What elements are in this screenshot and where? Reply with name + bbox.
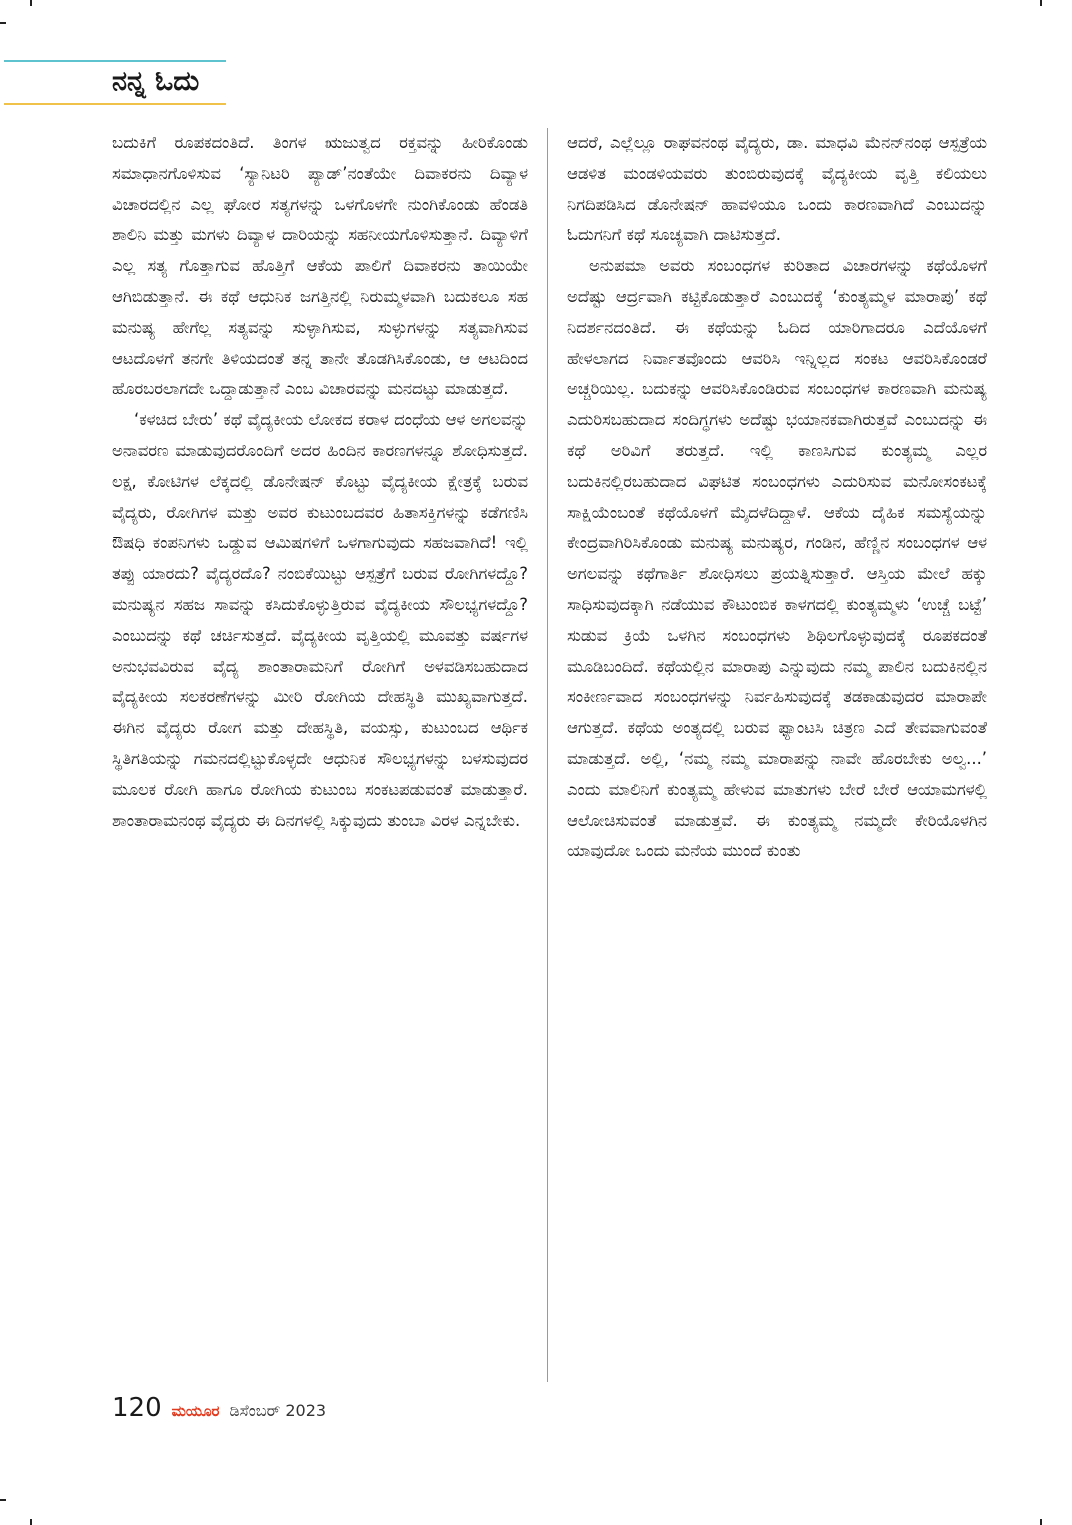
crop-mark <box>0 22 6 24</box>
issue-date: ಡಿಸೆಂಬರ್ 2023 <box>229 1401 327 1420</box>
section-title: ನನ್ನ ಓದು <box>112 66 200 97</box>
paragraph: ಆದರೆ, ಎಲ್ಲೆಲ್ಲೂ ರಾಘವನಂಥ ವೈದ್ಯರು, ಡಾ. ಮಾಧವಿ ಮೆನನ್‌ನಂಥ ಆಸ್ಪತ್ರೆಯ ಆಡಳಿತ ಮಂಡಳಿಯವರು ತುಂಬಿರುವುದಕ್ಕೆ ವೈದ್ಯಕೀಯ ವೃತ್ತಿ ಕಲಿಯಲು ನಿಗದಿಪಡಿಸಿದ ಡೊನೇಷನ್ ಹಾವಳಿಯೂ ಒಂದು ಕಾರಣವಾಗಿದೆ ಎಂಬುದನ್ನು ಓದುಗನಿಗೆ ಕಥೆ ಸೂಚ್ಯವಾಗಿ ದಾಟಿಸುತ್ತದೆ. <box>567 133 987 245</box>
paragraph: ಬದುಕಿಗೆ ರೂಪಕದಂತಿದೆ. ತಿಂಗಳ ಋಜುತ್ವದ ರಕ್ತವನ್ನು ಹೀರಿಕೊಂಡು ಸಮಾಧಾನಗೊಳಿಸುವ ‘ಸ್ಯಾನಿಟರಿ ಪ್ಯಾಡ್’ನಂತೆಯೇ ದಿವಾಕರನು ದಿವ್ಯಾಳ ವಿಚಾರದಲ್ಲಿನ ಎಲ್ಲ ಘೋರ ಸತ್ಯಗಳನ್ನು ಒಳಗೊಳಗೇ ನುಂಗಿಕೊಂಡು ಹೆಂಡತಿ ಶಾಲಿನಿ ಮತ್ತು ಮಗಳು ದಿವ್ಯಾಳ ದಾರಿಯನ್ನು ಸಹನೀಯಗೊಳಿಸುತ್ತಾನೆ. ದಿವ್ಯಾಳಿಗೆ ಎಲ್ಲ ಸತ್ಯ ಗೊತ್ತಾಗುವ ಹೊತ್ತಿಗೆ ಆಕೆಯ ಪಾಲಿಗೆ ದಿವಾಕರನು ತಾಯಿಯೇ ಆಗಿಬಿಡುತ್ತಾನೆ. ಈ ಕಥೆ ಆಧುನಿಕ ಜಗತ್ತಿನಲ್ಲಿ ನಿರುಮ್ಮಳವಾಗಿ ಬದುಕಲೂ ಸಹ ಮನುಷ್ಯ ಹೇಗೆಲ್ಲ ಸತ್ಯವನ್ನು ಸುಳ್ಳಾಗಿಸುವ, ಸುಳ್ಳುಗಳನ್ನು ಸತ್ಯವಾಗಿಸುವ ಆಟದೊಳಗೆ ತನಗೇ ತಿಳಿಯದಂತೆ ತನ್ನ ತಾನೇ ತೊಡಗಿಸಿಕೊಂಡು, ಆ ಆಟದಿಂದ ಹೊರಬರಲಾಗದೇ ಒದ್ದಾಡುತ್ತಾನೆ ಎಂಬ ವಿಚಾರವನ್ನು ಮನದಟ್ಟು ಮಾಡುತ್ತದೆ. <box>112 133 528 399</box>
magazine-logo: ಮಯೂರ <box>171 1402 220 1420</box>
crop-mark <box>30 0 32 6</box>
page-footer <box>112 1393 326 1423</box>
page-number: 120 <box>112 1393 162 1423</box>
article-column-right <box>567 128 987 867</box>
crop-mark <box>1040 1519 1042 1525</box>
header-rule-top <box>4 60 226 62</box>
paragraph: ‘ಕಳಚಿದ ಬೇರು’ ಕಥೆ ವೈದ್ಯಕೀಯ ಲೋಕದ ಕರಾಳ ದಂಧೆಯ ಆಳ ಅಗಲವನ್ನು ಅನಾವರಣ ಮಾಡುವುದರೊಂದಿಗೆ ಅದರ ಹಿಂದಿನ ಕಾರಣಗಳನ್ನೂ ಶೋಧಿಸುತ್ತದೆ. ಲಕ್ಷ, ಕೋಟಿಗಳ ಲೆಕ್ಕದಲ್ಲಿ ಡೊನೇಷನ್ ಕೊಟ್ಟು ವೈದ್ಯಕೀಯ ಕ್ಷೇತ್ರಕ್ಕೆ ಬರುವ ವೈದ್ಯರು, ರೋಗಿಗಳ ಮತ್ತು ಅವರ ಕುಟುಂಬದವರ ಹಿತಾಸಕ್ತಿಗಳನ್ನು ಕಡೆಗಣಿಸಿ ಔಷಧಿ ಕಂಪನಿಗಳು ಒಡ್ಡುವ ಆಮಿಷಗಳಿಗೆ ಒಳಗಾಗುವುದು ಸಹಜವಾಗಿದೆ! ಇಲ್ಲಿ ತಪ್ಪು ಯಾರದು? ವೈದ್ಯರದೊ? ನಂಬಿಕೆಯಿಟ್ಟು ಆಸ್ಪತ್ರೆಗೆ ಬರುವ ರೋಗಿಗಳದ್ದೊ? ಮನುಷ್ಯನ ಸಹಜ ಸಾವನ್ನು ಕಸಿದುಕೊಳ್ಳುತ್ತಿರುವ ವೈದ್ಯಕೀಯ ಸೌಲಭ್ಯಗಳದ್ದೊ? ಎಂಬುದನ್ನು ಕಥೆ ಚರ್ಚಿಸುತ್ತದೆ. ವೈದ್ಯಕೀಯ ವೃತ್ತಿಯಲ್ಲಿ ಮೂವತ್ತು ವರ್ಷಗಳ ಅನುಭವವಿರುವ ವೈದ್ಯ ಶಾಂತಾರಾಮನಿಗೆ ರೋಗಿಗೆ ಅಳವಡಿಸಬಹುದಾದ ವೈದ್ಯಕೀಯ ಸಲಕರಣೆಗಳನ್ನು ಮೀರಿ ರೋಗಿಯ ದೇಹಸ್ಥಿತಿ ಮುಖ್ಯವಾಗುತ್ತದೆ. ಈಗಿನ ವೈದ್ಯರು ರೋಗ ಮತ್ತು ದೇಹಸ್ಥಿತಿ, ವಯಸ್ಸು, ಕುಟುಂಬದ ಆರ್ಥಿಕ ಸ್ಥಿತಿಗತಿಯನ್ನು ಗಮನದಲ್ಲಿಟ್ಟುಕೊಳ್ಳದೇ ಆಧುನಿಕ ಸೌಲಭ್ಯಗಳನ್ನು ಬಳಸುವುದರ ಮೂಲಕ ರೋಗಿ ಹಾಗೂ ರೋಗಿಯ ಕುಟುಂಬ ಸಂಕಟಪಡುವಂತೆ ಮಾಡುತ್ತಾರೆ. ಶಾಂತಾರಾಮನಂಥ ವೈದ್ಯರು ಈ ದಿನಗಳಲ್ಲಿ ಸಿಕ್ಕುವುದು ತುಂಬಾ ವಿರಳ ಎನ್ನಬೇಕು. <box>112 410 528 830</box>
crop-mark <box>0 1499 6 1501</box>
column-divider <box>547 128 548 1382</box>
crop-mark <box>1040 0 1042 6</box>
crop-mark <box>30 1519 32 1525</box>
article-column-left <box>112 128 528 836</box>
paragraph: ಅನುಪಮಾ ಅವರು ಸಂಬಂಧಗಳ ಕುರಿತಾದ ವಿಚಾರಗಳನ್ನು ಕಥೆಯೊಳಗೆ ಅದೆಷ್ಟು ಆರ್ದ್ರವಾಗಿ ಕಟ್ಟಿಕೊಡುತ್ತಾರೆ ಎಂಬುದಕ್ಕೆ ‘ಕುಂತ್ಯಮ್ಮಳ ಮಾರಾಪು’ ಕಥೆ ನಿದರ್ಶನದಂತಿದೆ. ಈ ಕಥೆಯನ್ನು ಓದಿದ ಯಾರಿಗಾದರೂ ಎದೆಯೊಳಗೆ ಹೇಳಲಾಗದ ನಿರ್ವಾತವೊಂದು ಆವರಿಸಿ ಇನ್ನಿಲ್ಲದ ಸಂಕಟ ಆವರಿಸಿಕೊಂಡರೆ ಅಚ್ಚರಿಯಿಲ್ಲ. ಬದುಕನ್ನು ಆವರಿಸಿಕೊಂಡಿರುವ ಸಂಬಂಧಗಳ ಕಾರಣವಾಗಿ ಮನುಷ್ಯ ಎದುರಿಸಬಹುದಾದ ಸಂದಿಗ್ಧಗಳು ಅದೆಷ್ಟು ಭಯಾನಕವಾಗಿರುತ್ತವೆ ಎಂಬುದನ್ನು ಈ ಕಥೆ ಅರಿವಿಗೆ ತರುತ್ತದೆ. ಇಲ್ಲಿ ಕಾಣಸಿಗುವ ಕುಂತ್ಯಮ್ಮ ಎಲ್ಲರ ಬದುಕಿನಲ್ಲಿರಬಹುದಾದ ವಿಘಟಿತ ಸಂಬಂಧಗಳು ಎದುರಿಸುವ ಮನೋಸಂಕಟಕ್ಕೆ ಸಾಕ್ಷಿಯೆಂಬಂತೆ ಕಥೆಯೊಳಗೆ ಮೈದಳೆದಿದ್ದಾಳೆ. ಆಕೆಯ ದೈಹಿಕ ಸಮಸ್ಯೆಯನ್ನು ಕೇಂದ್ರವಾಗಿರಿಸಿಕೊಂಡು ಮನುಷ್ಯ ಮನುಷ್ಯರ, ಗಂಡಿನ, ಹೆಣ್ಣಿನ ಸಂಬಂಧಗಳ ಆಳ ಅಗಲವನ್ನು ಕಥೆಗಾರ್ತಿ ಶೋಧಿಸಲು ಪ್ರಯತ್ನಿಸುತ್ತಾರೆ. ಆಸ್ತಿಯ ಮೇಲೆ ಹಕ್ಕು ಸಾಧಿಸುವುದಕ್ಕಾಗಿ ನಡೆಯುವ ಕೌಟುಂಬಿಕ ಕಾಳಗದಲ್ಲಿ ಕುಂತ್ಯಮ್ಮಳು ‘ಉಚ್ಚೆ ಬಟ್ಟೆ’ ಸುಡುವ ಕ್ರಿಯೆ ಒಳಗಿನ ಸಂಬಂಧಗಳು ಶಿಥಿಲಗೊಳ್ಳುವುದಕ್ಕೆ ರೂಪಕದಂತೆ ಮೂಡಿಬಂದಿದೆ. ಕಥೆಯಲ್ಲಿನ ಮಾರಾಪು ಎನ್ನುವುದು ನಮ್ಮ ಪಾಲಿನ ಬದುಕಿನಲ್ಲಿನ ಸಂಕೀರ್ಣವಾದ ಸಂಬಂಧಗಳನ್ನು ನಿರ್ವಹಿಸುವುದಕ್ಕೆ ತಡಕಾಡುವುದರ ಮಾರಾಪೇ ಆಗುತ್ತದೆ. ಕಥೆಯ ಅಂತ್ಯದಲ್ಲಿ ಬರುವ ಫ್ಯಾಂಟಸಿ ಚಿತ್ರಣ ಎದೆ ತೇವವಾಗುವಂತೆ ಮಾಡುತ್ತದೆ. ಅಲ್ಲಿ, ‘ನಮ್ಮ ನಮ್ಮ ಮಾರಾಪನ್ನು ನಾವೇ ಹೊರಬೇಕು ಅಲ್ವ...’ ಎಂದು ಮಾಲಿನಿಗೆ ಕುಂತ್ಯಮ್ಮ ಹೇಳುವ ಮಾತುಗಳು ಬೇರೆ ಬೇರೆ ಆಯಾಮಗಳಲ್ಲಿ ಆಲೋಚಿಸುವಂತೆ ಮಾಡುತ್ತವೆ. ಈ ಕುಂತ್ಯಮ್ಮ ನಮ್ಮದೇ ಕೇರಿಯೊಳಗಿನ ಯಾವುದೋ ಒಂದು ಮನೆಯ ಮುಂದೆ ಕುಂತು <box>567 256 987 861</box>
header-rule-bottom <box>4 103 226 105</box>
